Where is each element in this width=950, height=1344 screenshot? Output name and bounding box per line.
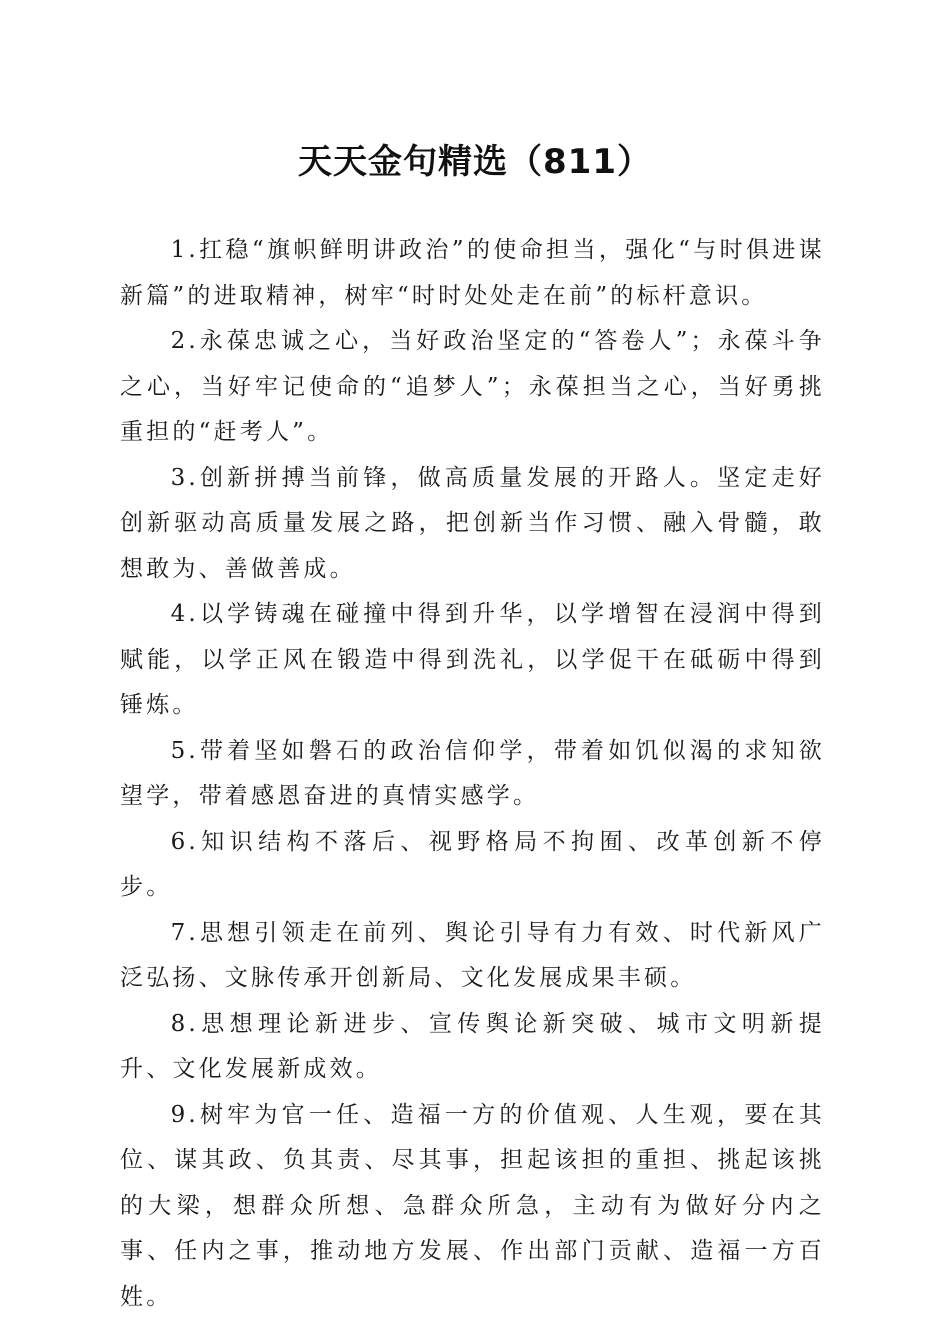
quote-item-9: 9.树牢为官一任、造福一方的价值观、人生观，要在其位、谋其政、负其责、尽其事，担起该担的重担、挑起该挑的大梁，想群众所想、急群众所急，主动有为做好分内之事、任内之事，推动地方发展、作出部门贡献、造福一方百姓。	[120, 1101, 825, 1310]
quote-item-5: 5.带着坚如磐石的政治信仰学，带着如饥似渴的求知欲望学，带着感恩奋进的真情实感学。	[120, 737, 825, 809]
quote-item-2: 2.永葆忠诚之心，当好政治坚定的“答卷人”；永葆斗争之心，当好牢记使命的“追梦人”；永葆担当之心，当好勇挑重担的“赶考人”。	[120, 328, 825, 445]
quote-item-1: 1.扛稳“旗帜鲜明讲政治”的使命担当，强化“与时俱进谋新篇”的进取精神，树牢“时时处处走在前”的标杆意识。	[120, 237, 825, 309]
quote-item-8: 8.思想理论新进步、宣传舆论新突破、城市文明新提升、文化发展新成效。	[120, 1010, 825, 1082]
document-body	[120, 228, 825, 1320]
quote-item-4: 4.以学铸魂在碰撞中得到升华，以学增智在浸润中得到赋能，以学正风在锻造中得到洗礼，以学促干在砥砺中得到锤炼。	[120, 601, 825, 718]
quote-item-6: 6.知识结构不落后、视野格局不拘囿、改革创新不停步。	[120, 828, 825, 900]
quote-item-7: 7.思想引领走在前列、舆论引导有力有效、时代新风广泛弘扬、文脉传承开创新局、文化发展成果丰硕。	[120, 919, 825, 991]
document-title: 天天金句精选（811）	[298, 142, 652, 182]
quote-item-3: 3.创新拼搏当前锋，做高质量发展的开路人。坚定走好创新驱动高质量发展之路，把创新当作习惯、融入骨髓，敢想敢为、善做善成。	[120, 464, 825, 582]
